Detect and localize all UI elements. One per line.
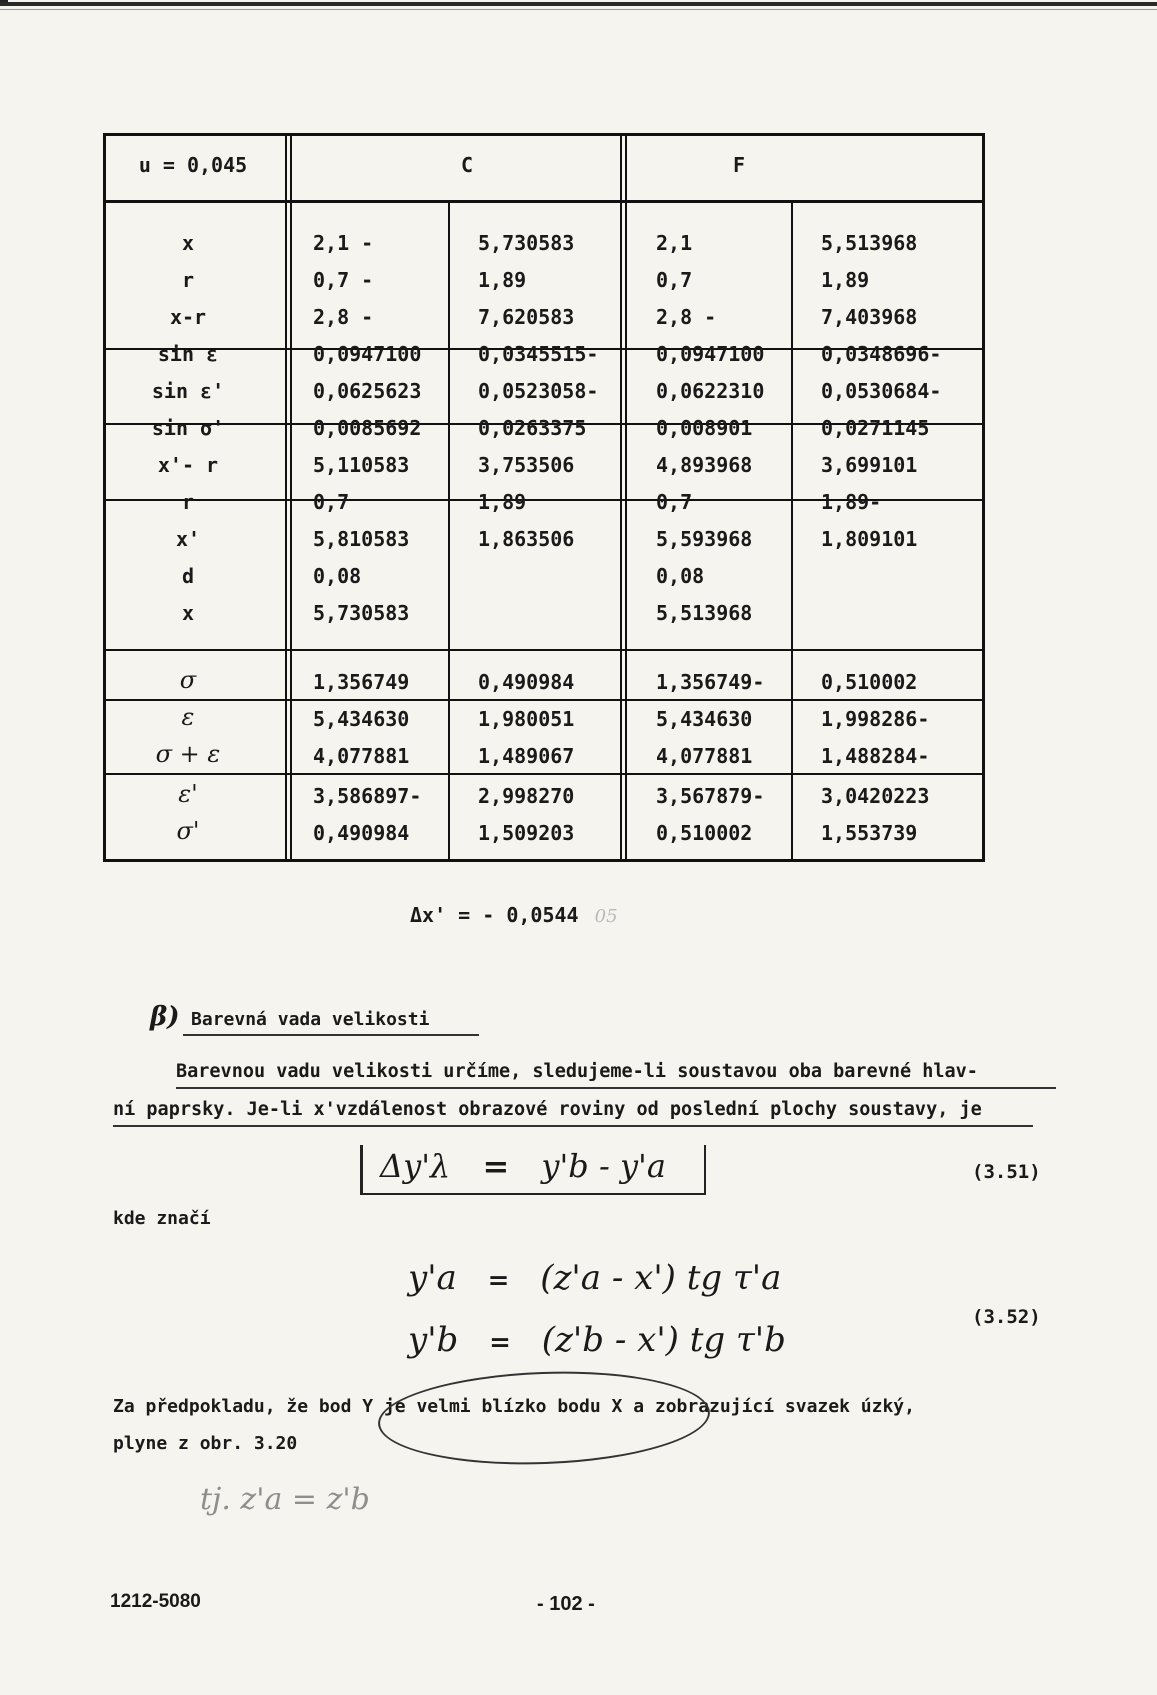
eq352-l1-rhs: (z'a - x') tg τ'a bbox=[540, 1258, 782, 1298]
eq351-rhs: y'b - y'a bbox=[541, 1147, 666, 1185]
eq352-l1-equals: = bbox=[487, 1266, 510, 1296]
cell-f1: 2,8 - bbox=[656, 305, 717, 329]
closing-part-2: Y je velmi blízko bodu X bbox=[362, 1396, 623, 1417]
cell-f1: 0,0947100 bbox=[656, 342, 765, 366]
cell-c1: 5,434630 bbox=[313, 707, 410, 731]
page-number: - 102 - bbox=[537, 1593, 595, 1615]
paragraph-underline-1 bbox=[176, 1087, 1056, 1089]
table-divider-f bbox=[791, 203, 793, 862]
row-label: sin ε' bbox=[151, 379, 225, 403]
table-border-right bbox=[982, 133, 985, 862]
kde-znaci: kde značí bbox=[113, 1208, 211, 1229]
cell-f2: 0,0271145 bbox=[821, 416, 930, 440]
section-marker: β) bbox=[150, 1002, 180, 1032]
cell-c2: 0,490984 bbox=[478, 670, 575, 694]
cell-f2: 1,809101 bbox=[821, 527, 918, 551]
table-border-bottom bbox=[103, 859, 985, 862]
cell-f1: 5,434630 bbox=[656, 707, 753, 731]
cell-c1: 4,077881 bbox=[313, 744, 410, 768]
row-label: x'- r bbox=[157, 453, 219, 477]
cell-f1: 4,077881 bbox=[656, 744, 753, 768]
cell-c1: 2,1 - bbox=[313, 231, 374, 255]
cell-c2: 3,753506 bbox=[478, 453, 575, 477]
eq351-lhs: Δy'λ bbox=[380, 1147, 451, 1185]
cell-c1: 0,7 - bbox=[313, 268, 374, 292]
delta-x-text: Δx' = - 0,0544 bbox=[410, 903, 579, 927]
cell-c1: 0,490984 bbox=[313, 821, 410, 845]
cell-f1: 4,893968 bbox=[656, 453, 753, 477]
row-label: x bbox=[181, 601, 195, 625]
row-label: σ + ε bbox=[155, 740, 221, 768]
cell-c2: 1,509203 bbox=[478, 821, 575, 845]
paragraph-line-1: Barevnou vadu velikosti určíme, sledujeme-li soustavou oba barevné hlav- bbox=[176, 1061, 978, 1082]
row-label: r bbox=[181, 268, 195, 292]
table-divider-double-1 bbox=[290, 133, 292, 862]
cell-c1: 2,8 - bbox=[313, 305, 374, 329]
data-table bbox=[103, 133, 985, 862]
cell-f2: 0,0530684- bbox=[821, 379, 942, 403]
cell-c1: 5,730583 bbox=[313, 601, 410, 625]
top-rule bbox=[0, 2, 1157, 6]
cell-f2: 1,998286- bbox=[821, 707, 930, 731]
closing-part-3: a zobrazující svazek úzký, bbox=[633, 1396, 915, 1417]
table-divider-c bbox=[448, 203, 450, 862]
cell-c2: 1,489067 bbox=[478, 744, 575, 768]
header-u: u = 0,045 bbox=[138, 153, 248, 177]
cell-f1: 0,7 bbox=[656, 490, 693, 514]
equation-3-52-line-2 bbox=[408, 1320, 786, 1360]
cell-c2: 1,89 bbox=[478, 490, 527, 514]
row-label: sin ε bbox=[157, 342, 219, 366]
row-label: σ bbox=[179, 666, 197, 694]
cell-c2: 5,730583 bbox=[478, 231, 575, 255]
header-c: C bbox=[461, 153, 474, 177]
cell-c1: 5,110583 bbox=[313, 453, 410, 477]
closing-line-2: plyne z obr. 3.20 bbox=[113, 1433, 298, 1454]
cell-c1: 0,08 bbox=[313, 564, 362, 588]
table-divider-double-0 bbox=[285, 133, 287, 862]
row-label: x bbox=[181, 231, 195, 255]
cell-f2: 0,510002 bbox=[821, 670, 918, 694]
cell-c1: 5,810583 bbox=[313, 527, 410, 551]
table-rule-4 bbox=[103, 699, 985, 701]
equation-number-3-52: (3.52) bbox=[972, 1306, 1041, 1328]
eq352-l2-equals: = bbox=[489, 1328, 511, 1358]
delta-x-result bbox=[410, 903, 618, 929]
cell-c1: 1,356749 bbox=[313, 670, 410, 694]
row-label: ε' bbox=[178, 780, 198, 808]
cell-c1: 0,0085692 bbox=[313, 416, 422, 440]
cell-f2: 7,403968 bbox=[821, 305, 918, 329]
row-label: x-r bbox=[169, 305, 207, 329]
table-rule-3 bbox=[103, 649, 985, 651]
cell-f1: 0,0622310 bbox=[656, 379, 765, 403]
cell-f1: 0,510002 bbox=[656, 821, 753, 845]
cell-c2: 0,0345515- bbox=[478, 342, 599, 366]
cell-c2: 1,980051 bbox=[478, 707, 575, 731]
cell-f2: 5,513968 bbox=[821, 231, 918, 255]
cell-f1: 3,567879- bbox=[656, 784, 765, 808]
delta-x-note: 05 bbox=[594, 906, 618, 927]
top-rule-thin bbox=[0, 9, 1157, 10]
cell-f2: 3,0420223 bbox=[821, 784, 930, 808]
cell-f2: 0,0348696- bbox=[821, 342, 942, 366]
row-label: d bbox=[181, 564, 195, 588]
equation-3-51 bbox=[380, 1147, 666, 1185]
cell-c2: 7,620583 bbox=[478, 305, 575, 329]
cell-f2: 1,553739 bbox=[821, 821, 918, 845]
section-heading bbox=[150, 1002, 430, 1032]
cell-f2: 1,89 bbox=[821, 268, 870, 292]
table-rule-header bbox=[103, 200, 985, 203]
header-f: F bbox=[733, 153, 746, 177]
cell-f1: 0,7 bbox=[656, 268, 693, 292]
cell-c1: 0,7 bbox=[313, 490, 350, 514]
cell-f1: 2,1 bbox=[656, 231, 693, 255]
cell-f1: 5,593968 bbox=[656, 527, 753, 551]
eq352-l2-rhs: (z'b - x') tg τ'b bbox=[541, 1320, 786, 1360]
table-divider-double-2 bbox=[620, 133, 622, 862]
cell-c2: 0,0523058- bbox=[478, 379, 599, 403]
table-border-top bbox=[103, 133, 985, 136]
cell-f1: 0,08 bbox=[656, 564, 705, 588]
hand-drawn-circle bbox=[376, 1366, 711, 1470]
row-label: σ' bbox=[176, 817, 200, 845]
cell-c1: 0,0625623 bbox=[313, 379, 422, 403]
paragraph-line-2: ní paprsky. Je-li x'vzdálenost obrazové roviny od poslední plochy soustavy, je bbox=[113, 1099, 982, 1120]
row-label: r bbox=[181, 490, 195, 514]
equation-3-52-line-1 bbox=[408, 1258, 781, 1298]
cell-c2: 2,998270 bbox=[478, 784, 575, 808]
cell-f1: 0,008901 bbox=[656, 416, 753, 440]
cell-c2: 1,89 bbox=[478, 268, 527, 292]
handwritten-note: tj. z'a = z'b bbox=[200, 1482, 370, 1517]
cell-f2: 3,699101 bbox=[821, 453, 918, 477]
eq351-equals: = bbox=[482, 1147, 510, 1185]
cell-f1: 1,356749- bbox=[656, 670, 765, 694]
paragraph-underline-2 bbox=[113, 1125, 1033, 1127]
table-border-left bbox=[103, 133, 106, 862]
eq352-l1-lhs: y'a bbox=[408, 1258, 457, 1298]
section-title: Barevná vada velikosti bbox=[191, 1009, 430, 1030]
cell-c1: 3,586897- bbox=[313, 784, 422, 808]
footer-code: 1212-5080 bbox=[110, 1591, 201, 1612]
cell-f2: 1,488284- bbox=[821, 744, 930, 768]
cell-f1: 5,513968 bbox=[656, 601, 753, 625]
row-label: x' bbox=[175, 527, 201, 551]
row-label: sin σ' bbox=[151, 416, 225, 440]
table-divider-double-3 bbox=[625, 133, 627, 862]
row-label: ε bbox=[181, 703, 195, 731]
section-title-underline bbox=[183, 1034, 479, 1036]
closing-part-1: Za předpokladu, že bod bbox=[113, 1396, 352, 1417]
cell-c1: 0,0947100 bbox=[313, 342, 422, 366]
eq352-l2-lhs: y'b bbox=[408, 1320, 459, 1360]
equation-number-3-51: (3.51) bbox=[972, 1161, 1041, 1183]
cell-f2: 1,89- bbox=[821, 490, 882, 514]
table-rule-5 bbox=[103, 773, 985, 775]
cell-c2: 0,0263375 bbox=[478, 416, 587, 440]
cell-c2: 1,863506 bbox=[478, 527, 575, 551]
